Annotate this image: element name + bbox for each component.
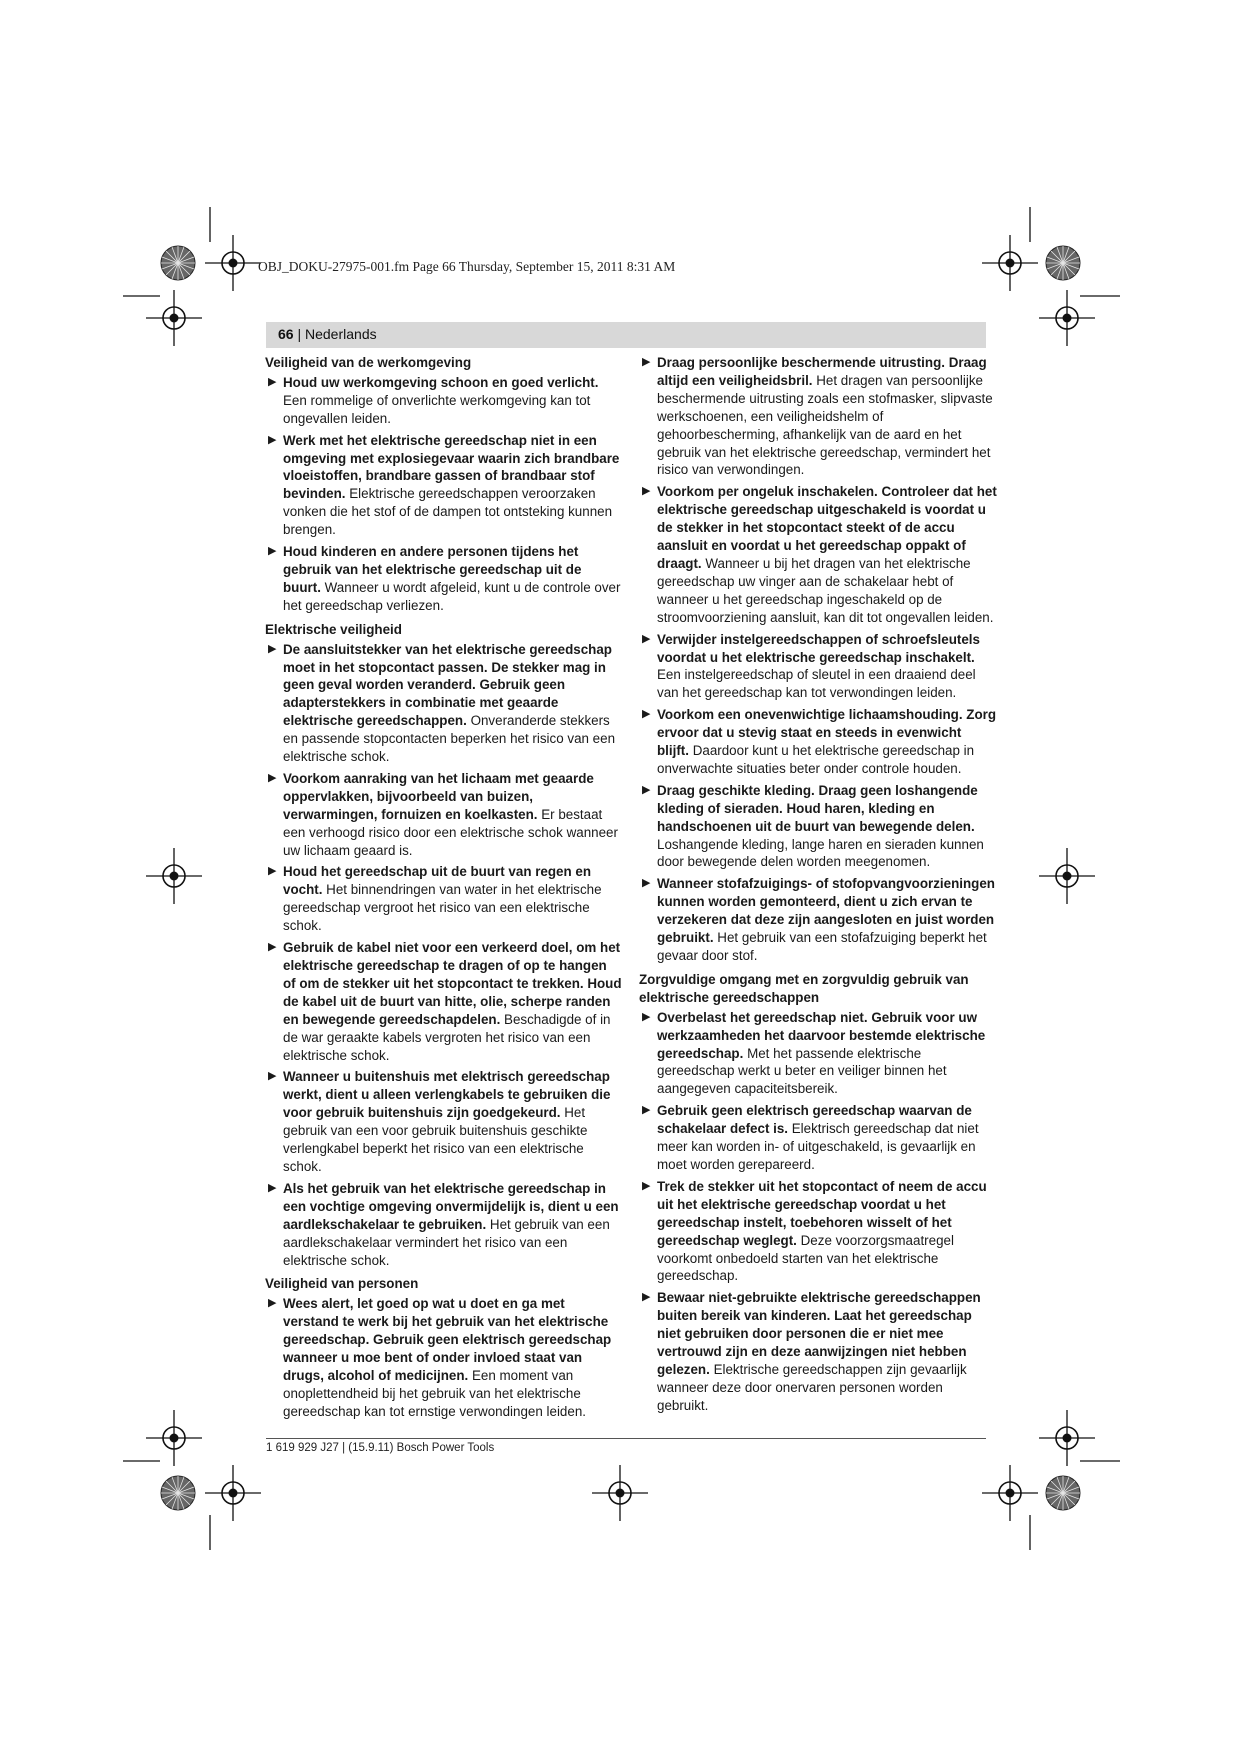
list-item bbox=[639, 354, 997, 479]
registration-wheel-icon bbox=[161, 1476, 195, 1510]
bullet-icon: ▶ bbox=[268, 865, 277, 878]
list-item bbox=[265, 641, 623, 766]
item-bold: Voorkom aanraking van het lichaam met geaarde oppervlakken, bijvoorbeeld van buizen, verwarmingen, fornuizen en koelkasten. bbox=[283, 770, 594, 822]
item-text: Een moment van onoplettendheid bij het gebruik van het elektrische gereedschap kan tot ernstige verwondingen leiden. bbox=[283, 1367, 586, 1419]
bullet-icon: ▶ bbox=[268, 433, 277, 446]
registration-wheel-icon bbox=[161, 246, 195, 280]
list-item bbox=[639, 631, 997, 703]
registration-wheel-icon bbox=[1046, 246, 1080, 280]
item-bold: Wanneer stofafzuigings- of stofopvangvoorzieningen kunnen worden gemonteerd, dient u zich ervan te verzekeren dat deze zijn aangesloten en juist worden gebruikt. bbox=[657, 876, 995, 946]
item-text: Een instelgereedschap of sleutel in een draaiend deel van het gereedschap kan tot verwondingen leiden. bbox=[657, 667, 976, 701]
section-title: Elektrische veiligheid bbox=[265, 621, 402, 637]
registration-mark-icon bbox=[982, 235, 1038, 291]
registration-mark-icon bbox=[146, 848, 202, 904]
footer-divider bbox=[266, 1438, 986, 1439]
item-bold: Verwijder instelgereedschappen of schroefsleutels voordat u het elektrische gereedschap inschakelt. bbox=[657, 631, 980, 665]
bullet-icon: ▶ bbox=[268, 1297, 277, 1310]
section-title: Veiligheid van personen bbox=[265, 1276, 419, 1292]
list-item bbox=[639, 1178, 997, 1285]
list-item bbox=[639, 1009, 997, 1099]
header-language: Nederlands bbox=[305, 326, 377, 342]
bullet-icon: ▶ bbox=[642, 632, 651, 645]
right-column bbox=[639, 354, 997, 1419]
list-item bbox=[639, 1289, 997, 1414]
registration-mark-icon bbox=[982, 1465, 1038, 1521]
file-slug: OBJ_DOKU-27975-001.fm Page 66 Thursday, September 15, 2011 8:31 AM bbox=[258, 259, 676, 274]
item-bold: Werk met het elektrische gereedschap niet in een omgeving met explosiegevaar waarin zich brandbare vloeistoffen, brandbare gassen of brandbaar stof bevinden. bbox=[283, 432, 620, 502]
bullet-icon: ▶ bbox=[642, 1010, 651, 1023]
bullet-icon: ▶ bbox=[268, 1070, 277, 1083]
item-bold: Wees alert, let goed op wat u doet en ga met verstand te werk bij het gebruik van het elektrische gereedschap. Gebruik geen elektrisch gereedschap wanneer u moe bent of onder invloed staat van drugs, alcohol of medicijnen. bbox=[283, 1296, 612, 1383]
item-bold: Draag persoonlijke beschermende uitrusting. Draag altijd een veiligheidsbril. bbox=[657, 355, 987, 388]
left-column bbox=[265, 354, 623, 1425]
bullet-icon: ▶ bbox=[268, 545, 277, 558]
list-item bbox=[265, 1068, 623, 1175]
bullet-icon: ▶ bbox=[642, 1291, 651, 1304]
list-item bbox=[639, 483, 997, 626]
registration-mark-icon bbox=[205, 235, 261, 291]
item-text: Deze voorzorgsmaatregel voorkomt onbedoeld starten van het elektrische gereedschap. bbox=[657, 1232, 954, 1284]
item-text: Elektrische gereedschappen veroorzaken vonken die het stof of de dampen tot ontsteking kunnen brengen. bbox=[283, 486, 613, 538]
footer-text: 1 619 929 J27 | (15.9.11) Bosch Power Tools bbox=[266, 1442, 495, 1454]
header-separator: | bbox=[293, 326, 305, 342]
bullet-icon: ▶ bbox=[642, 485, 651, 498]
item-bold: Draag geschikte kleding. Draag geen loshangende kleding of sieraden. Houd haren, kleding en handschoenen uit de buurt van bewegende delen. bbox=[657, 782, 978, 834]
item-text: Beschadigde of in de war geraakte kabels vergroten het risico van een elektrische schok. bbox=[283, 1011, 611, 1063]
item-bold: Wanneer u buitenshuis met elektrisch gereedschap werkt, dient u alleen verlengkabels te gebruiken die voor gebruik buitenshuis zijn goedgekeurd. bbox=[283, 1069, 611, 1121]
list-item bbox=[265, 863, 623, 935]
item-text: Het dragen van persoonlijke beschermende uitrusting zoals een stofmasker, slipvaste werkschoenen, een veiligheidshelm of gehoorbescherming, afhankelijk van de aard en het gebruik van het elektrische gereedschap, vermindert het risico van verwondingen. bbox=[657, 372, 993, 478]
registration-wheel-icon bbox=[1046, 1476, 1080, 1510]
registration-mark-icon bbox=[146, 290, 202, 346]
bullet-icon: ▶ bbox=[642, 783, 651, 796]
item-bold: De aansluitstekker van het elektrische gereedschap moet in het stopcontact passen. De stekker mag in geen geval worden veranderd. Gebruik geen adapterstekkers in combinatie met geaarde elektrische gereedschappen. bbox=[283, 641, 612, 729]
item-text: Het binnendringen van water in het elektrische gereedschap vergroot het risico van een elektrische schok. bbox=[283, 882, 602, 934]
list-item bbox=[265, 770, 623, 860]
item-bold: Houd kinderen en andere personen tijdens het gebruik van het elektrische gereedschap uit de buurt. bbox=[283, 544, 582, 595]
item-bold: Voorkom een onevenwichtige lichaamshouding. Zorg ervoor dat u stevig staat en steeds in evenwicht blijft. bbox=[657, 707, 997, 759]
list-item bbox=[265, 1295, 623, 1420]
item-text: Elektrische gereedschappen zijn gevaarlijk wanneer deze door onervaren personen worden gebruikt. bbox=[657, 1361, 967, 1413]
item-bold: Houd het gereedschap uit de buurt van regen en vocht. bbox=[283, 864, 592, 898]
item-text: Daardoor kunt u het elektrische gereedschap in onverwachte situaties beter onder controle houden. bbox=[657, 743, 975, 776]
list-item bbox=[265, 1180, 623, 1270]
header-text bbox=[278, 326, 377, 342]
list-item bbox=[639, 706, 997, 778]
bullet-icon: ▶ bbox=[642, 708, 651, 721]
list-item bbox=[265, 939, 623, 1064]
bullet-icon: ▶ bbox=[268, 771, 277, 784]
registration-mark-icon bbox=[205, 1465, 261, 1521]
item-text: Met het passende elektrische gereedschap werkt u beter en veiliger binnen het aangegeven capaciteitsbereik. bbox=[657, 1045, 947, 1097]
item-text: Het gebruik van een aardlekschakelaar vermindert het risico van een elektrische schok. bbox=[283, 1216, 610, 1268]
list-item bbox=[265, 543, 623, 615]
section-title: Zorgvuldige omgang met en zorgvuldig gebruik van elektrische gereedschappen bbox=[639, 971, 969, 1005]
list-item bbox=[639, 875, 997, 965]
list-item bbox=[265, 374, 623, 428]
item-text: Het gebruik van een stofafzuiging beperkt het gevaar door stof. bbox=[657, 930, 987, 963]
item-text: Wanneer u wordt afgeleid, kunt u de controle over het gereedschap verliezen. bbox=[283, 579, 621, 613]
bullet-icon: ▶ bbox=[642, 877, 651, 890]
item-text: Elektrisch gereedschap dat niet meer kan worden in- of uitgeschakeld, is gevaarlijk en moet worden gerepareerd. bbox=[657, 1121, 979, 1172]
item-bold: Trek de stekker uit het stopcontact of neem de accu uit het elektrische gereedschap voordat u het gereedschap instelt, toebehoren wisselt of het gereedschap weglegt. bbox=[657, 1178, 987, 1248]
registration-mark-icon bbox=[592, 1465, 648, 1521]
section-title: Veiligheid van de werkomgeving bbox=[265, 355, 472, 370]
item-bold: Bewaar niet-gebruikte elektrische gereedschappen buiten bereik van kinderen. Laat het gereedschap niet gebruiken door personen die er niet mee vertrouwd zijn en deze aanwijzingen niet hebben gelezen. bbox=[657, 1290, 981, 1377]
item-text: Er bestaat een verhoogd risico door een elektrische schok wanneer uw lichaam geaard is. bbox=[283, 806, 618, 858]
item-bold: Houd uw werkomgeving schoon en goed verlicht. bbox=[283, 374, 599, 390]
list-item bbox=[265, 432, 623, 539]
bullet-icon: ▶ bbox=[268, 941, 277, 954]
item-text: Wanneer u bij het dragen van het elektrische gereedschap uw vinger aan de schakelaar hebt of wanneer u het gereedschap ingeschakeld op de stroomvoorziening aansluit, kan dit tot ongevallen leiden. bbox=[657, 555, 994, 625]
item-bold: Gebruik de kabel niet voor een verkeerd doel, om het elektrische gereedschap te dragen of op te hangen of om de stekker uit het stopcontact te trekken. Houd de kabel uit de buurt van hitte, olie, scherpe randen en bewegende gereedschapdelen. bbox=[283, 940, 622, 1027]
bullet-icon: ▶ bbox=[268, 642, 277, 655]
registration-mark-icon bbox=[1039, 290, 1095, 346]
bullet-icon: ▶ bbox=[642, 356, 651, 368]
list-item bbox=[639, 782, 997, 872]
bullet-icon: ▶ bbox=[642, 1179, 651, 1192]
item-bold: Voorkom per ongeluk inschakelen. Controleer dat het elektrische gereedschap uitgeschakeld is voordat u de stekker in het stopcontact steekt of de accu aansluit en voordat u het gereedschap oppakt of draagt. bbox=[657, 484, 997, 571]
item-bold: Overbelast het gereedschap niet. Gebruik voor uw werkzaamheden het daarvoor bestemde elektrische gereedschap. bbox=[657, 1009, 986, 1061]
bullet-icon: ▶ bbox=[268, 1181, 277, 1194]
item-text: Het gebruik van een voor gebruik buitenshuis geschikte verlengkabel beperkt het risico van een elektrische schok. bbox=[283, 1105, 588, 1174]
item-text: Loshangende kleding, lange haren en sieraden kunnen door bewegende delen worden meegenomen. bbox=[657, 836, 984, 870]
registration-mark-icon bbox=[1039, 848, 1095, 904]
list-item bbox=[639, 1102, 997, 1174]
registration-mark-icon bbox=[146, 1410, 202, 1466]
item-text: Een rommelige of onverlichte werkomgeving kan tot ongevallen leiden. bbox=[283, 392, 591, 426]
item-bold: Als het gebruik van het elektrische gereedschap in een vochtige omgeving onvermijdelijk is, dient u een aardlekschakelaar te gebruiken. bbox=[283, 1180, 619, 1232]
page-number: 66 bbox=[278, 326, 294, 342]
bullet-icon: ▶ bbox=[268, 375, 277, 388]
item-text: Onveranderde stekkers en passende stopcontacten beperken het risico van een elektrische schok. bbox=[283, 713, 616, 765]
item-bold: Gebruik geen elektrisch gereedschap waarvan de schakelaar defect is. bbox=[657, 1103, 972, 1137]
registration-mark-icon bbox=[1039, 1410, 1095, 1466]
page-header bbox=[266, 322, 986, 348]
bullet-icon: ▶ bbox=[642, 1104, 651, 1117]
